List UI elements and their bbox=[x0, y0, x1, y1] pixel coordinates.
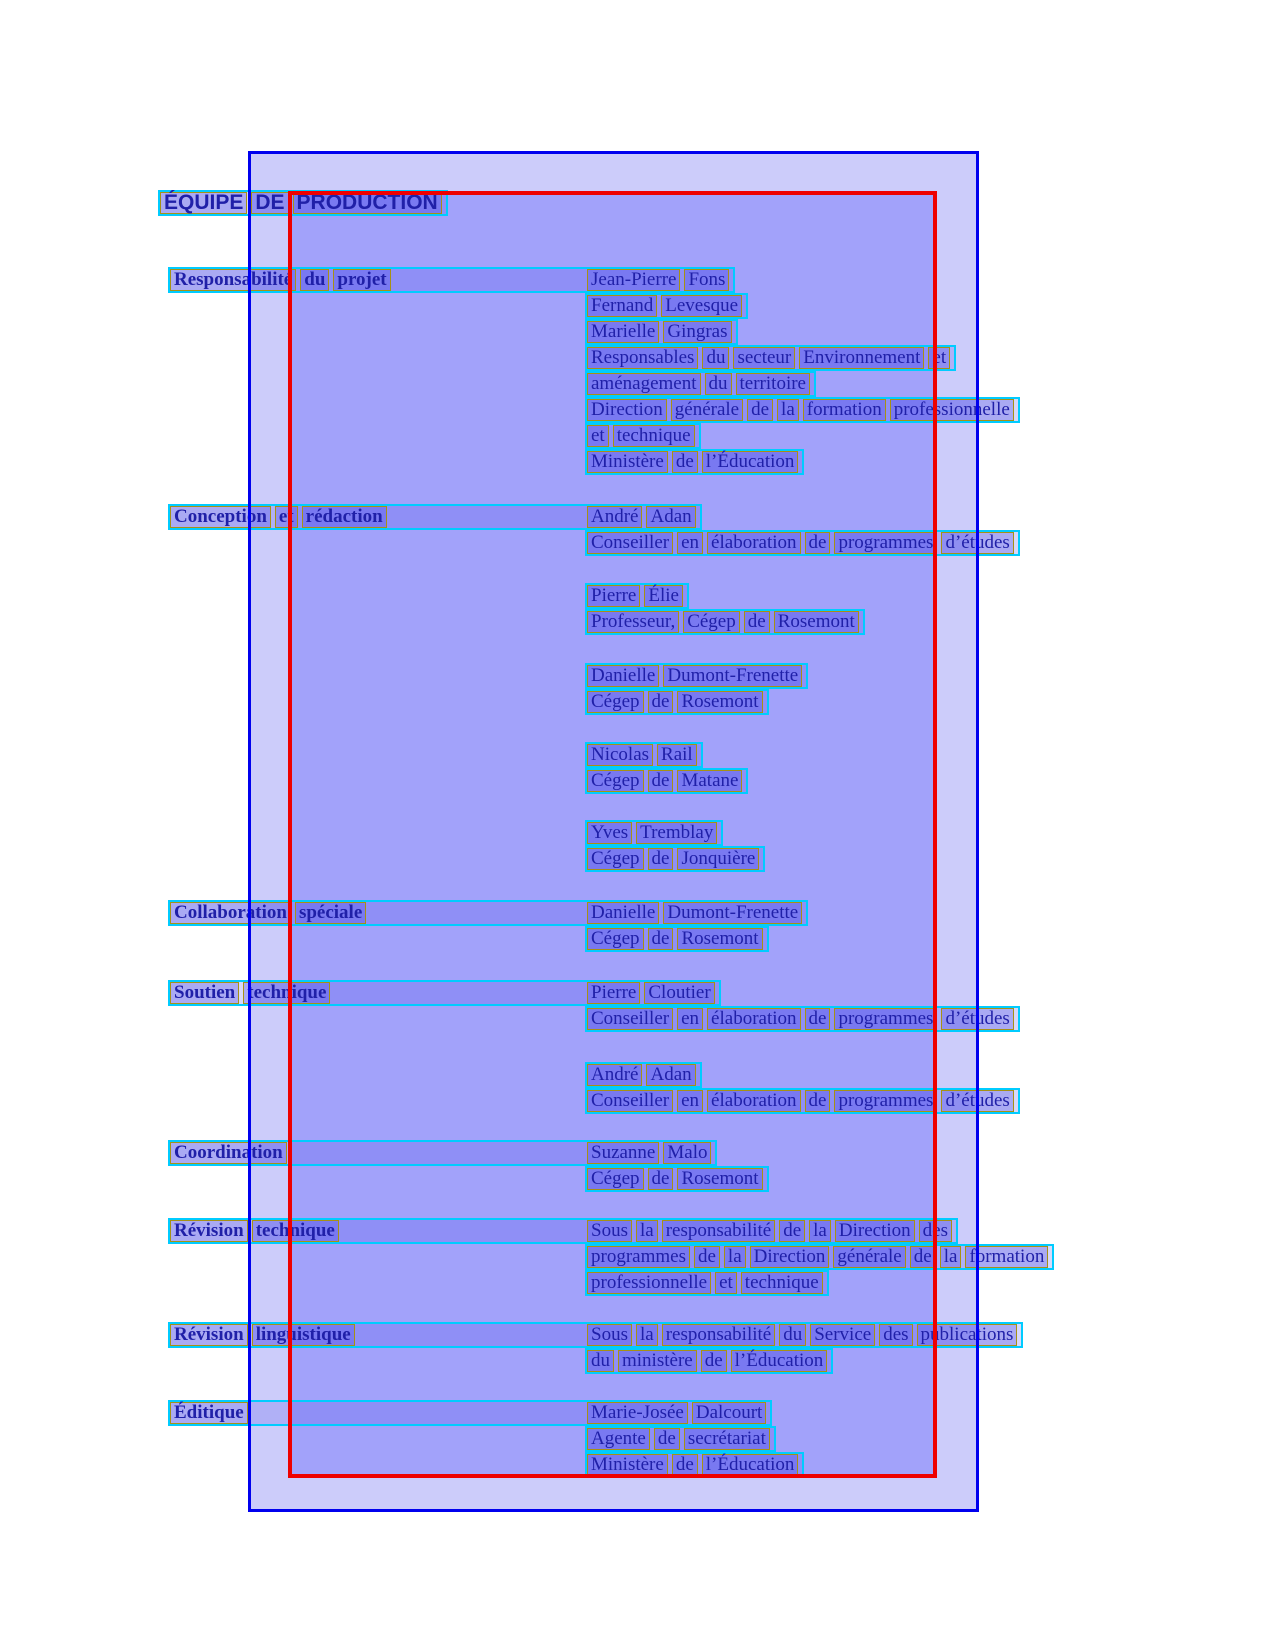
ocr-word: Ministère bbox=[587, 451, 668, 473]
ocr-word: Conseiller bbox=[587, 1090, 673, 1112]
ocr-word: Dalcourt bbox=[692, 1402, 766, 1424]
ocr-word: la bbox=[777, 399, 799, 421]
ocr-word: du bbox=[702, 347, 729, 369]
ocr-word: du bbox=[705, 373, 732, 395]
ocr-word: Gingras bbox=[663, 321, 731, 343]
ocr-line bbox=[585, 820, 723, 846]
ocr-word: ÉQUIPE bbox=[160, 192, 247, 214]
ocr-line bbox=[168, 504, 702, 530]
ocr-line bbox=[168, 1140, 717, 1166]
ocr-word: en bbox=[677, 532, 703, 554]
ocr-word: Marielle bbox=[587, 321, 659, 343]
row-label bbox=[170, 1402, 587, 1424]
ocr-word: Rosemont bbox=[677, 1168, 762, 1190]
ocr-line bbox=[585, 1062, 702, 1088]
ocr-line bbox=[585, 423, 701, 449]
ocr-word: de bbox=[744, 611, 770, 633]
ocr-word: Cégep bbox=[587, 1168, 644, 1190]
ocr-line bbox=[585, 530, 1020, 556]
ocr-word: Direction bbox=[750, 1246, 830, 1268]
ocr-line bbox=[585, 1088, 1020, 1114]
ocr-word: programmes bbox=[834, 1090, 937, 1112]
ocr-line bbox=[585, 583, 689, 609]
ocr-word: programmes bbox=[834, 532, 937, 554]
ocr-word: Conception bbox=[170, 506, 271, 528]
ocr-word: la bbox=[724, 1246, 746, 1268]
ocr-word: de bbox=[701, 1350, 727, 1372]
ocr-word: Malo bbox=[663, 1142, 711, 1164]
ocr-word: formation bbox=[803, 399, 886, 421]
ocr-word: Soutien bbox=[170, 982, 239, 1004]
ocr-word: Jean-Pierre bbox=[587, 269, 680, 291]
ocr-word: des bbox=[919, 1220, 952, 1242]
ocr-word: Élie bbox=[644, 585, 683, 607]
ocr-word: Cégep bbox=[587, 928, 644, 950]
ocr-word: de bbox=[648, 848, 674, 870]
ocr-word: des bbox=[879, 1324, 912, 1346]
ocr-word: en bbox=[677, 1090, 703, 1112]
ocr-word: Dumont-Frenette bbox=[663, 665, 802, 687]
ocr-word: Suzanne bbox=[587, 1142, 659, 1164]
ocr-word: Marie-Josée bbox=[587, 1402, 688, 1424]
ocr-word: l’Éducation bbox=[702, 451, 799, 473]
ocr-word: Cégep bbox=[587, 691, 644, 713]
ocr-word: Environnement bbox=[799, 347, 924, 369]
ocr-word: secrétariat bbox=[684, 1428, 770, 1450]
ocr-word: publications bbox=[917, 1324, 1018, 1346]
ocr-line bbox=[585, 1270, 829, 1296]
ocr-word: Adan bbox=[646, 1064, 695, 1086]
ocr-word: et bbox=[587, 425, 609, 447]
ocr-word: de bbox=[805, 1008, 831, 1030]
ocr-word: Révision bbox=[170, 1220, 248, 1242]
ocr-word: Professeur, bbox=[587, 611, 679, 633]
ocr-word: d’études bbox=[941, 1008, 1013, 1030]
ocr-word: la bbox=[809, 1220, 831, 1242]
ocr-line bbox=[168, 1400, 772, 1426]
ocr-word: Conseiller bbox=[587, 1008, 673, 1030]
ocr-word: de bbox=[805, 1090, 831, 1112]
ocr-word: de bbox=[910, 1246, 936, 1268]
ocr-word: Pierre bbox=[587, 585, 640, 607]
ocr-word: Jonquière bbox=[677, 848, 759, 870]
ocr-line bbox=[168, 1218, 958, 1244]
ocr-word: Cégep bbox=[683, 611, 740, 633]
ocr-word: Cégep bbox=[587, 770, 644, 792]
row-label bbox=[170, 1142, 587, 1164]
ocr-line bbox=[585, 397, 1020, 423]
ocr-word: la bbox=[940, 1246, 962, 1268]
ocr-word: Sous bbox=[587, 1324, 632, 1346]
ocr-word: responsabilité bbox=[662, 1324, 776, 1346]
ocr-word: secteur bbox=[733, 347, 795, 369]
ocr-word: Direction bbox=[587, 399, 667, 421]
ocr-word: professionnelle bbox=[890, 399, 1014, 421]
ocr-word: de bbox=[747, 399, 773, 421]
ocr-word: du bbox=[779, 1324, 806, 1346]
ocr-word: Adan bbox=[646, 506, 695, 528]
ocr-word: élaboration bbox=[707, 532, 800, 554]
ocr-word: Rosemont bbox=[677, 928, 762, 950]
ocr-word: Danielle bbox=[587, 902, 659, 924]
ocr-word: rédaction bbox=[302, 506, 387, 528]
ocr-word: responsabilité bbox=[662, 1220, 776, 1242]
ocr-line bbox=[585, 689, 769, 715]
ocr-line bbox=[168, 1322, 1023, 1348]
ocr-line bbox=[585, 1244, 1054, 1270]
ocr-word: territoire bbox=[736, 373, 810, 395]
row-label bbox=[170, 1220, 587, 1242]
ocr-word: la bbox=[636, 1220, 658, 1242]
ocr-word: et bbox=[928, 347, 950, 369]
ocr-word: de bbox=[672, 451, 698, 473]
ocr-line bbox=[585, 1166, 769, 1192]
ocr-line bbox=[585, 1006, 1020, 1032]
row-label bbox=[170, 269, 587, 291]
ocr-word: Collaboration bbox=[170, 902, 291, 924]
ocr-word: générale bbox=[671, 399, 743, 421]
ocr-word: Matane bbox=[677, 770, 742, 792]
ocr-word: spéciale bbox=[295, 902, 366, 924]
ocr-word: Tremblay bbox=[636, 822, 717, 844]
ocr-word: Révision bbox=[170, 1324, 248, 1346]
ocr-word: de bbox=[694, 1246, 720, 1268]
ocr-word: la bbox=[636, 1324, 658, 1346]
ocr-word: Rosemont bbox=[677, 691, 762, 713]
ocr-word: Nicolas bbox=[587, 744, 653, 766]
ocr-line bbox=[585, 1452, 804, 1478]
ocr-word: du bbox=[587, 1350, 614, 1372]
ocr-word: ministère bbox=[618, 1350, 697, 1372]
ocr-word: technique bbox=[741, 1272, 823, 1294]
ocr-word: formation bbox=[965, 1246, 1048, 1268]
ocr-line bbox=[585, 609, 865, 635]
row-label bbox=[170, 982, 587, 1004]
ocr-word: Coordination bbox=[170, 1142, 287, 1164]
ocr-word: de bbox=[805, 532, 831, 554]
ocr-word: programmes bbox=[834, 1008, 937, 1030]
ocr-line bbox=[585, 293, 748, 319]
ocr-word: Fernand bbox=[587, 295, 657, 317]
row-label bbox=[170, 1324, 587, 1346]
ocr-word: de bbox=[648, 928, 674, 950]
ocr-line bbox=[585, 768, 748, 794]
ocr-word: Éditique bbox=[170, 1402, 248, 1424]
ocr-word: André bbox=[587, 1064, 642, 1086]
ocr-line bbox=[585, 345, 956, 371]
ocr-word: technique bbox=[613, 425, 695, 447]
ocr-word: Fons bbox=[684, 269, 729, 291]
ocr-word: Cloutier bbox=[644, 982, 714, 1004]
ocr-line bbox=[585, 926, 769, 952]
ocr-word: DE bbox=[251, 192, 288, 214]
ocr-line bbox=[585, 742, 703, 768]
ocr-word: de bbox=[648, 691, 674, 713]
ocr-word: de bbox=[648, 1168, 674, 1190]
ocr-word: Cégep bbox=[587, 848, 644, 870]
ocr-word: Levesque bbox=[661, 295, 742, 317]
ocr-word: projet bbox=[333, 269, 390, 291]
ocr-word: Dumont-Frenette bbox=[663, 902, 802, 924]
ocr-line bbox=[168, 267, 735, 293]
ocr-word: Service bbox=[810, 1324, 875, 1346]
ocr-word: de bbox=[779, 1220, 805, 1242]
ocr-word: aménagement bbox=[587, 373, 701, 395]
ocr-word: André bbox=[587, 506, 642, 528]
title-line bbox=[158, 190, 448, 216]
ocr-word: élaboration bbox=[707, 1008, 800, 1030]
ocr-word: technique bbox=[243, 982, 330, 1004]
ocr-word: Agente bbox=[587, 1428, 650, 1450]
ocr-word: Yves bbox=[587, 822, 632, 844]
ocr-word: Ministère bbox=[587, 1454, 668, 1476]
ocr-word: Rosemont bbox=[774, 611, 859, 633]
ocr-word: Rail bbox=[657, 744, 697, 766]
row-label bbox=[170, 902, 587, 924]
ocr-word: du bbox=[300, 269, 329, 291]
ocr-word: l’Éducation bbox=[702, 1454, 799, 1476]
ocr-word: de bbox=[672, 1454, 698, 1476]
ocr-word: et bbox=[715, 1272, 737, 1294]
ocr-word: élaboration bbox=[707, 1090, 800, 1112]
ocr-word: et bbox=[275, 506, 298, 528]
ocr-word: de bbox=[654, 1428, 680, 1450]
ocr-line bbox=[585, 319, 738, 345]
ocr-word: technique bbox=[252, 1220, 339, 1242]
ocr-word: Responsables bbox=[587, 347, 698, 369]
ocr-line bbox=[168, 980, 721, 1006]
ocr-line bbox=[585, 449, 804, 475]
row-label bbox=[170, 506, 587, 528]
ocr-word: l’Éducation bbox=[731, 1350, 828, 1372]
ocr-word: linguistique bbox=[252, 1324, 355, 1346]
ocr-word: générale bbox=[833, 1246, 905, 1268]
ocr-word: professionnelle bbox=[587, 1272, 711, 1294]
ocr-word: Danielle bbox=[587, 665, 659, 687]
ocr-word: programmes bbox=[587, 1246, 690, 1268]
ocr-word: PRODUCTION bbox=[293, 192, 442, 214]
ocr-line bbox=[585, 1348, 833, 1374]
ocr-word: Pierre bbox=[587, 982, 640, 1004]
ocr-line bbox=[168, 900, 808, 926]
ocr-line bbox=[585, 846, 765, 872]
ocr-word: Direction bbox=[835, 1220, 915, 1242]
ocr-word: d’études bbox=[941, 1090, 1013, 1112]
ocr-word: Responsabilité bbox=[170, 269, 296, 291]
ocr-line bbox=[585, 1426, 776, 1452]
ocr-line bbox=[585, 371, 816, 397]
ocr-word: Sous bbox=[587, 1220, 632, 1242]
ocr-word: d’études bbox=[941, 532, 1013, 554]
ocr-word: de bbox=[648, 770, 674, 792]
ocr-word: en bbox=[677, 1008, 703, 1030]
ocr-line bbox=[585, 663, 808, 689]
ocr-word: Conseiller bbox=[587, 532, 673, 554]
